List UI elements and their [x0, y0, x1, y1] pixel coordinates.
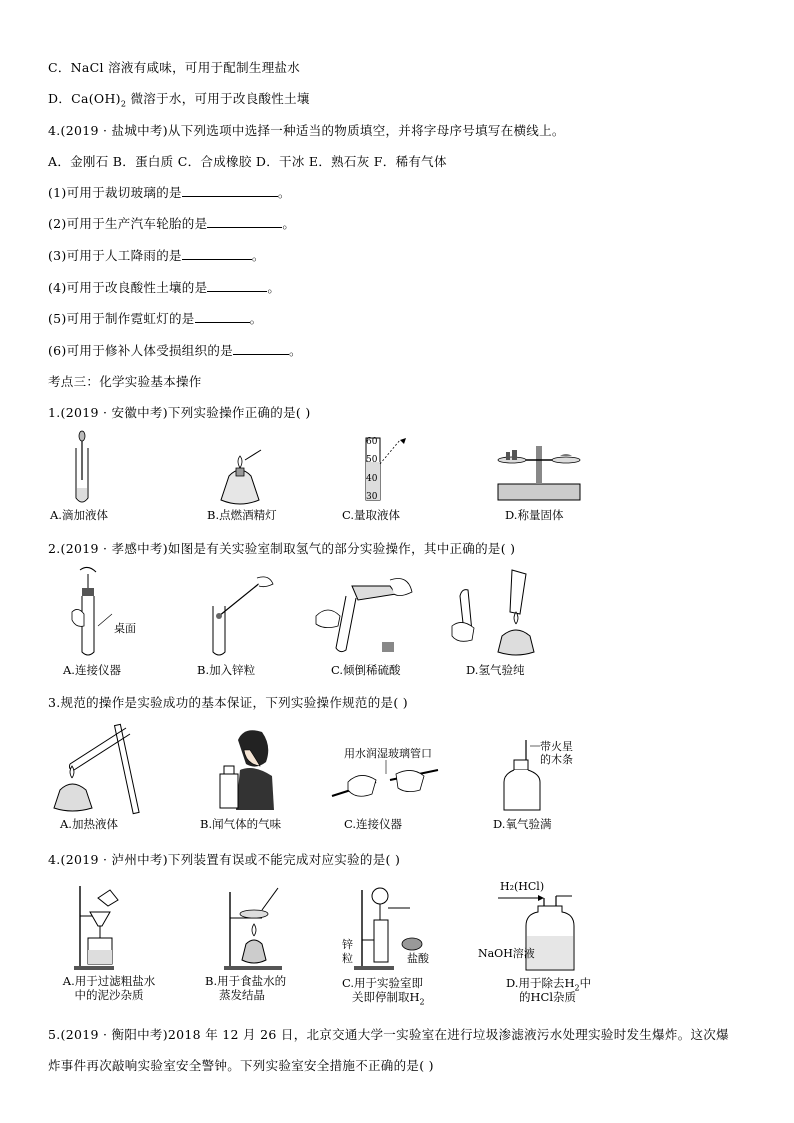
- fill-item: (3)可用于人工降雨的是 。: [48, 248, 265, 263]
- alcohol-lamp-figure: [215, 456, 265, 508]
- caption-a: A.滴加液体: [50, 508, 108, 522]
- label-zinc: 锌: [342, 938, 353, 951]
- label-splint: 带火星: [540, 740, 573, 753]
- option-c: C．NaCl 溶液有咸味，可用于配制生理盐水: [48, 60, 301, 75]
- tick-label: 40: [366, 474, 378, 484]
- fill-item: (2)可用于生产汽车轮胎的是 。: [48, 216, 296, 231]
- caption-c: C.量取液体: [342, 508, 401, 522]
- question-stem: 1.(2019 · 安徽中考)下列实验操作正确的是( ): [48, 405, 311, 420]
- caption-b: B.加入锌粒: [197, 663, 256, 677]
- label-desk: 桌面: [114, 622, 136, 635]
- choice-list: A．金刚石 B．蛋白质 C．合成橡胶 D．干冰 E．熟石灰 F．稀有气体: [48, 154, 447, 169]
- caption-d: D.氧气验满: [493, 817, 552, 831]
- question-stem: 5.(2019 · 衡阳中考)2018 年 12 月 26 日，北京交通大学一实验室在进行垃圾渗滤液污水处理实验时发生爆炸。这次爆: [48, 1027, 729, 1042]
- label-naoh: NaOH溶液: [478, 947, 535, 960]
- fill-item: (6)可用于修补人体受损组织的是 。: [48, 343, 302, 358]
- question-stem: 4.(2019 · 泸州中考)下列装置有误或不能完成对应实验的是( ): [48, 852, 401, 867]
- caption-a: A.用于过滤粗盐水 中的泥沙杂质: [62, 974, 156, 1002]
- balance-figure: [494, 436, 584, 502]
- test-tube-dropper-figure: [60, 428, 120, 508]
- caption-d: 的HCl杂质: [519, 990, 577, 1004]
- label-zinc: 粒: [342, 952, 353, 965]
- caption-b: B.点燃酒精灯: [207, 508, 277, 522]
- purity-test-figure: [448, 566, 538, 658]
- fill-item: (1)可用于裁切玻璃的是 。: [48, 185, 291, 200]
- label-gas-in: H₂(HCl): [500, 880, 545, 893]
- caption-d: D.用于除去$H_2$中: [506, 976, 592, 993]
- connect-tube-figure: [68, 566, 128, 658]
- evaporation-figure: [222, 886, 288, 972]
- heat-liquid-figure: [52, 720, 162, 814]
- tick-label: 50: [366, 455, 378, 465]
- question-stem: 3.规范的操作是实验成功的基本保证，下列实验操作规范的是( ): [48, 695, 408, 710]
- fill-item: (5)可用于制作霓虹灯的是 。: [48, 311, 263, 326]
- section-title: 考点三：化学实验基本操作: [48, 374, 202, 389]
- caption-a: A.连接仪器: [63, 663, 121, 677]
- pour-acid-figure: [312, 566, 416, 660]
- caption-b: B.用于食盐水的 蒸发结晶: [205, 974, 287, 1002]
- add-zinc-figure: [205, 572, 275, 658]
- caption-c: C.连接仪器: [344, 817, 403, 831]
- caption-c: C.用于实验室即: [342, 976, 424, 990]
- question-stem: 炸事件再次敲响实验室安全警钟。下列实验室安全措施不正确的是( ): [48, 1058, 434, 1073]
- option-d: D．$Ca(OH)_2$ 微溶于水，可用于改良酸性土壤: [48, 91, 310, 109]
- label-acid: 盐酸: [407, 952, 429, 965]
- caption-d: D.氢气验纯: [466, 663, 525, 677]
- caption-d: D.称量固体: [505, 508, 564, 522]
- smell-gas-figure: [210, 726, 276, 810]
- gas-washing-bottle-figure: [498, 894, 588, 974]
- caption-c: 关即停制取$H_2$: [352, 990, 425, 1007]
- tick-label: 60: [366, 437, 378, 447]
- fill-item: (4)可用于改良酸性土壤的是 。: [48, 280, 281, 295]
- connect-rubber-tube-figure: [326, 760, 446, 810]
- question-stem: 4.(2019 · 盐城中考)从下列选项中选择一种适当的物质填空，并将字母序号填写在横线上。: [48, 123, 565, 138]
- caption-b: B.闻气体的气味: [200, 817, 282, 831]
- caption-c: C.倾倒稀硫酸: [331, 663, 401, 677]
- question-stem: 2.(2019 · 孝感中考)如图是有关实验室制取氢气的部分实验操作，其中正确的是( ): [48, 541, 516, 556]
- label-splint: 的木条: [540, 753, 573, 766]
- label-wet-tube: 用水润湿玻璃管口: [344, 747, 432, 760]
- caption-a: A.加热液体: [60, 817, 118, 831]
- oxygen-full-test-figure: [500, 740, 548, 812]
- filtration-figure: [70, 880, 150, 972]
- tick-label: 30: [366, 492, 378, 502]
